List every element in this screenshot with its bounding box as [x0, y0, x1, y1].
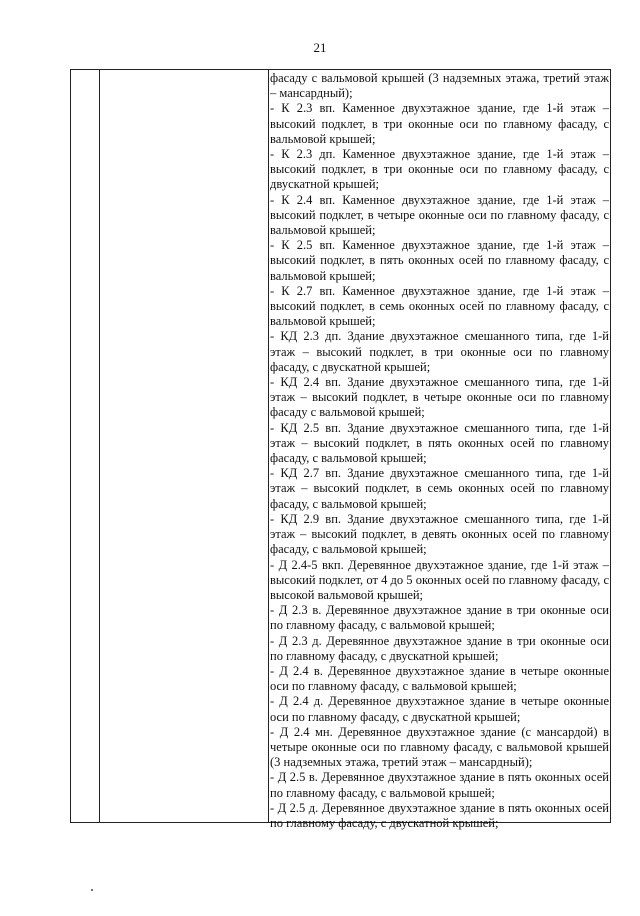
paragraph: - К 2.3 дп. Каменное двухэтажное здание, где 1-й этаж – высокий подклет, в три оконные оси по главному фасаду, с двускатной крышей;	[270, 147, 609, 192]
paragraph: - КД 2.5 вп. Здание двухэтажное смешанного типа, где 1-й этаж – высокий подклет, в пять оконных осей по главному фасаду, с вальмовой крышей;	[270, 420, 609, 466]
paragraph: - К 2.3 вп. Каменное двухэтажное здание, где 1-й этаж – высокий подклет, в три оконные оси по главному фасаду, с вальмовой крышей;	[270, 101, 609, 146]
paragraph: - Д 2.4 д. Деревянное двухэтажное здание в четыре оконные оси по главному фасаду, с двускатной крышей;	[270, 694, 609, 724]
column-divider	[268, 70, 269, 822]
page-number: 21	[313, 40, 327, 55]
paragraph: - Д 2.3 д. Деревянное двухэтажное здание в три оконные оси по главному фасаду, с двускатной крышей;	[270, 633, 609, 663]
paragraph: - К 2.7 вп. Каменное двухэтажное здание, где 1-й этаж – высокий подклет, в семь оконных осей по главному фасаду, с вальмовой крышей;	[270, 283, 609, 329]
paragraph: - Д 2.4 в. Деревянное двухэтажное здание в четыре оконные оси по главному фасаду, с вальмовой крышей;	[270, 663, 609, 694]
paragraph: - К 2.4 вп. Каменное двухэтажное здание, где 1-й этаж – высокий подклет, в четыре оконные оси по главному фасаду, с вальмовой крышей;	[270, 192, 609, 238]
description-cell	[270, 71, 609, 831]
paragraph: - КД 2.3 дп. Здание двухэтажное смешанного типа, где 1-й этаж – высокий подклет, в три оконные оси по главному фасаду, с двускатной крышей;	[270, 329, 609, 374]
scan-speck	[91, 889, 93, 891]
paragraph: - Д 2.3 в. Деревянное двухэтажное здание в три оконные оси по главному фасаду, с вальмовой крышей;	[270, 603, 609, 633]
paragraph: - КД 2.9 вп. Здание двухэтажное смешанного типа, где 1-й этаж – высокий подклет, в девять оконных осей по главному фасаду, с вальмовой крышей;	[270, 511, 609, 557]
paragraph: - КД 2.4 вп. Здание двухэтажное смешанного типа, где 1-й этаж – высокий подклет, в четыре оконные оси по главному фасаду с вальмовой крышей;	[270, 375, 609, 420]
paragraph: - КД 2.7 вп. Здание двухэтажное смешанного типа, где 1-й этаж – высокий подклет, в семь оконных осей по главному фасаду, с вальмовой крышей;	[270, 466, 609, 511]
document-table	[70, 69, 611, 830]
paragraph: - Д 2.4 мн. Деревянное двухэтажное здание (с мансардой) в четыре оконные оси по главному фасаду, с вальмовой крышей (3 надземных этажа, третий этаж – мансардный);	[270, 724, 609, 770]
paragraph: - Д 2.4-5 вкп. Деревянное двухэтажное здание, где 1-й этаж – высокий подклет, от 4 до 5 оконных осей по главному фасаду, с высокой вальмовой крышей;	[270, 557, 609, 602]
paragraph: - Д 2.5 д. Деревянное двухэтажное здание в пять оконных осей по главному фасаду, с двускатной крышей;	[270, 800, 609, 830]
paragraph: фасаду с вальмовой крышей (3 надземных этажа, третий этаж – мансардный);	[270, 71, 609, 101]
paragraph: - К 2.5 вп. Каменное двухэтажное здание, где 1-й этаж – высокий подклет, в пять оконных осей по главному фасаду, с вальмовой крышей;	[270, 238, 609, 283]
paragraph: - Д 2.5 в. Деревянное двухэтажное здание в пять оконных осей по главному фасаду, с вальмовой крышей;	[270, 770, 609, 800]
column-divider	[99, 70, 100, 822]
